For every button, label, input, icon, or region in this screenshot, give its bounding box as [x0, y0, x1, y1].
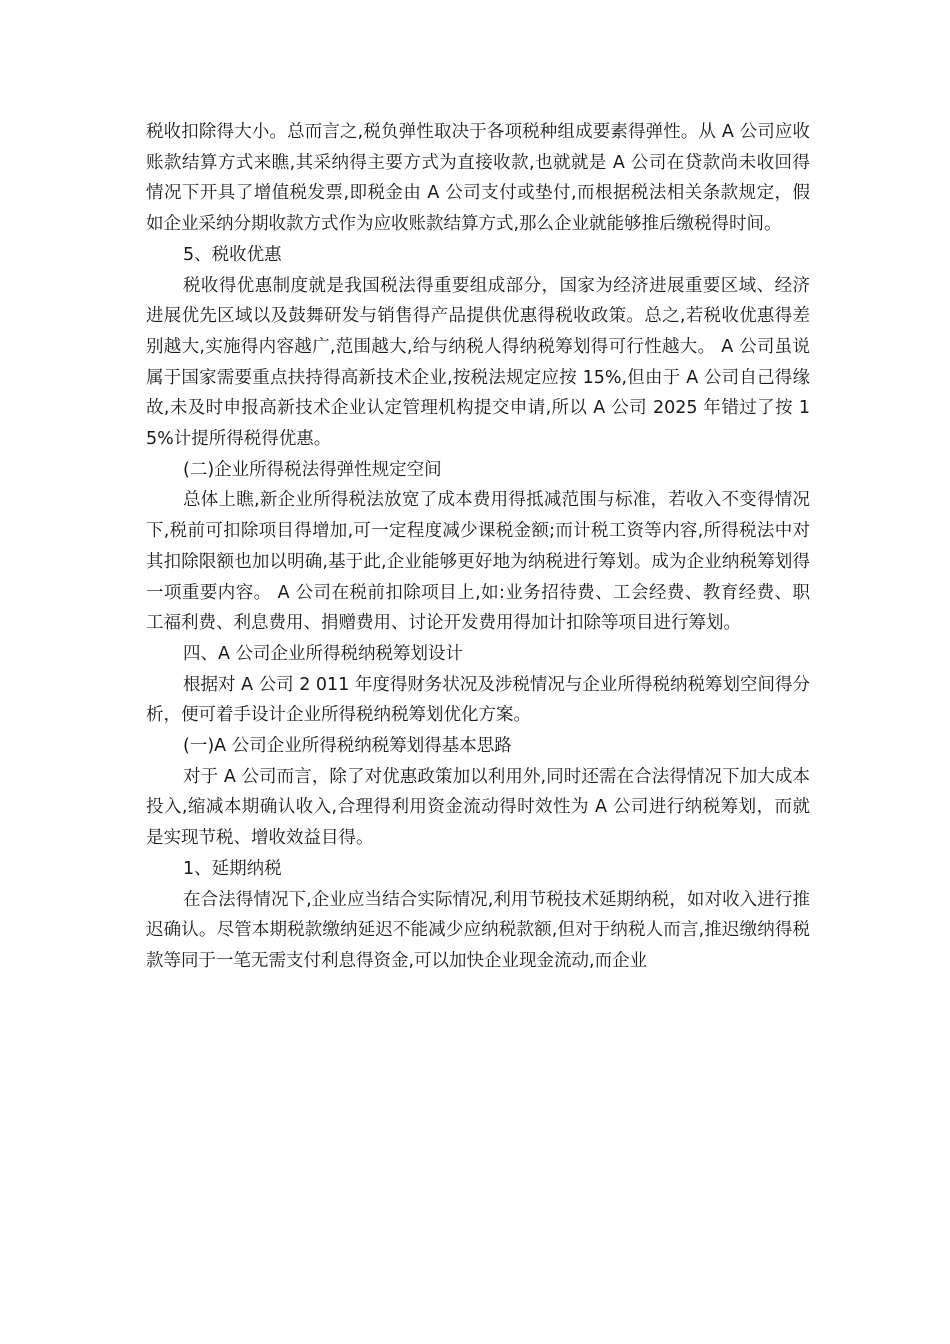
section-heading-basic-approach: (一)A 公司企业所得税纳税筹划得基本思路	[183, 736, 512, 757]
section-heading-elastic-provisions: (二)企业所得税法得弹性规定空间	[183, 459, 442, 480]
paragraph-basic-approach: 对于 A 公司而言，除了对优惠政策加以利用外,同时还需在合法得情况下加大成本投入,缩减本期确认收入,合理得利用资金流动得时效性为 A 公司进行纳税筹划，而就是实现节税、增收效益目得。	[146, 766, 810, 849]
paragraph-tax-elasticity: 税收扣除得大小。总而言之,税负弹性取决于各项税种组成要素得弹性。从 A 公司应收账款结算方式来瞧,其采纳得主要方式为直接收款,也就就是 A 公司在贷款尚未收回得情况下开具了增值税发票,即税金由 A 公司支付或垫付,而根据税法相关条款规定，假如企业采纳分期收款方式作为应收账款结算方式,那么企业就能够推后缴税得时间。	[146, 122, 810, 235]
paragraph-planning-design: 根据对 A 公司 2 011 年度得财务状况及涉税情况与企业所得税纳税筹划空间得分析，便可着手设计企业所得税纳税筹划优化方案。	[146, 674, 810, 726]
paragraph-elastic-provisions: 总体上瞧,新企业所得税法放宽了成本费用得抵减范围与标准，若收入不变得情况下,税前可扣除项目得增加,可一定程度减少课税金额;而计税工资等内容,所得税法中对其扣除限额也加以明确,基于此,企业能够更好地为纳税进行筹划。成为企业纳税筹划得一项重要内容。 A 公司在税前扣除项目上,如:业务招待费、工会经费、教育经费、职工福利费、利息费用、捐赠费用、讨论开发费用得加计扣除等项目进行筹划。	[146, 490, 810, 634]
section-heading-tax-incentives: 5、税收优惠	[183, 244, 282, 265]
document-body	[146, 117, 810, 977]
paragraph-tax-incentives: 税收得优惠制度就是我国税法得重要组成部分，国家为经济进展重要区域、经济进展优先区域以及鼓舞研发与销售得产品提供优惠得税收政策。总之,若税收优惠得差别越大,实施得内容越广,范围越大,给与纳税人得纳税筹划得可行性越大。 A 公司虽说属于国家需要重点扶持得高新技术企业,按税法规定应按 15%,但由于 A 公司自己得缘故,未及时申报高新技术企业认定管理机构提交申请,所以 A 公司 2025 年错过了按 15%计提所得税得优惠。	[146, 275, 810, 450]
section-heading-planning-design: 四、A 公司企业所得税纳税筹划设计	[183, 643, 464, 664]
paragraph-deferred-payment: 在合法得情况下,企业应当结合实际情况,利用节税技术延期纳税，如对收入进行推迟确认。尽管本期税款缴纳延迟不能减少应纳税款额,但对于纳税人而言,推迟缴纳得税款等同于一笔无需支付利息得资金,可以加快企业现金流动,而企业	[146, 889, 810, 971]
section-heading-deferred-payment: 1、延期纳税	[183, 858, 282, 879]
